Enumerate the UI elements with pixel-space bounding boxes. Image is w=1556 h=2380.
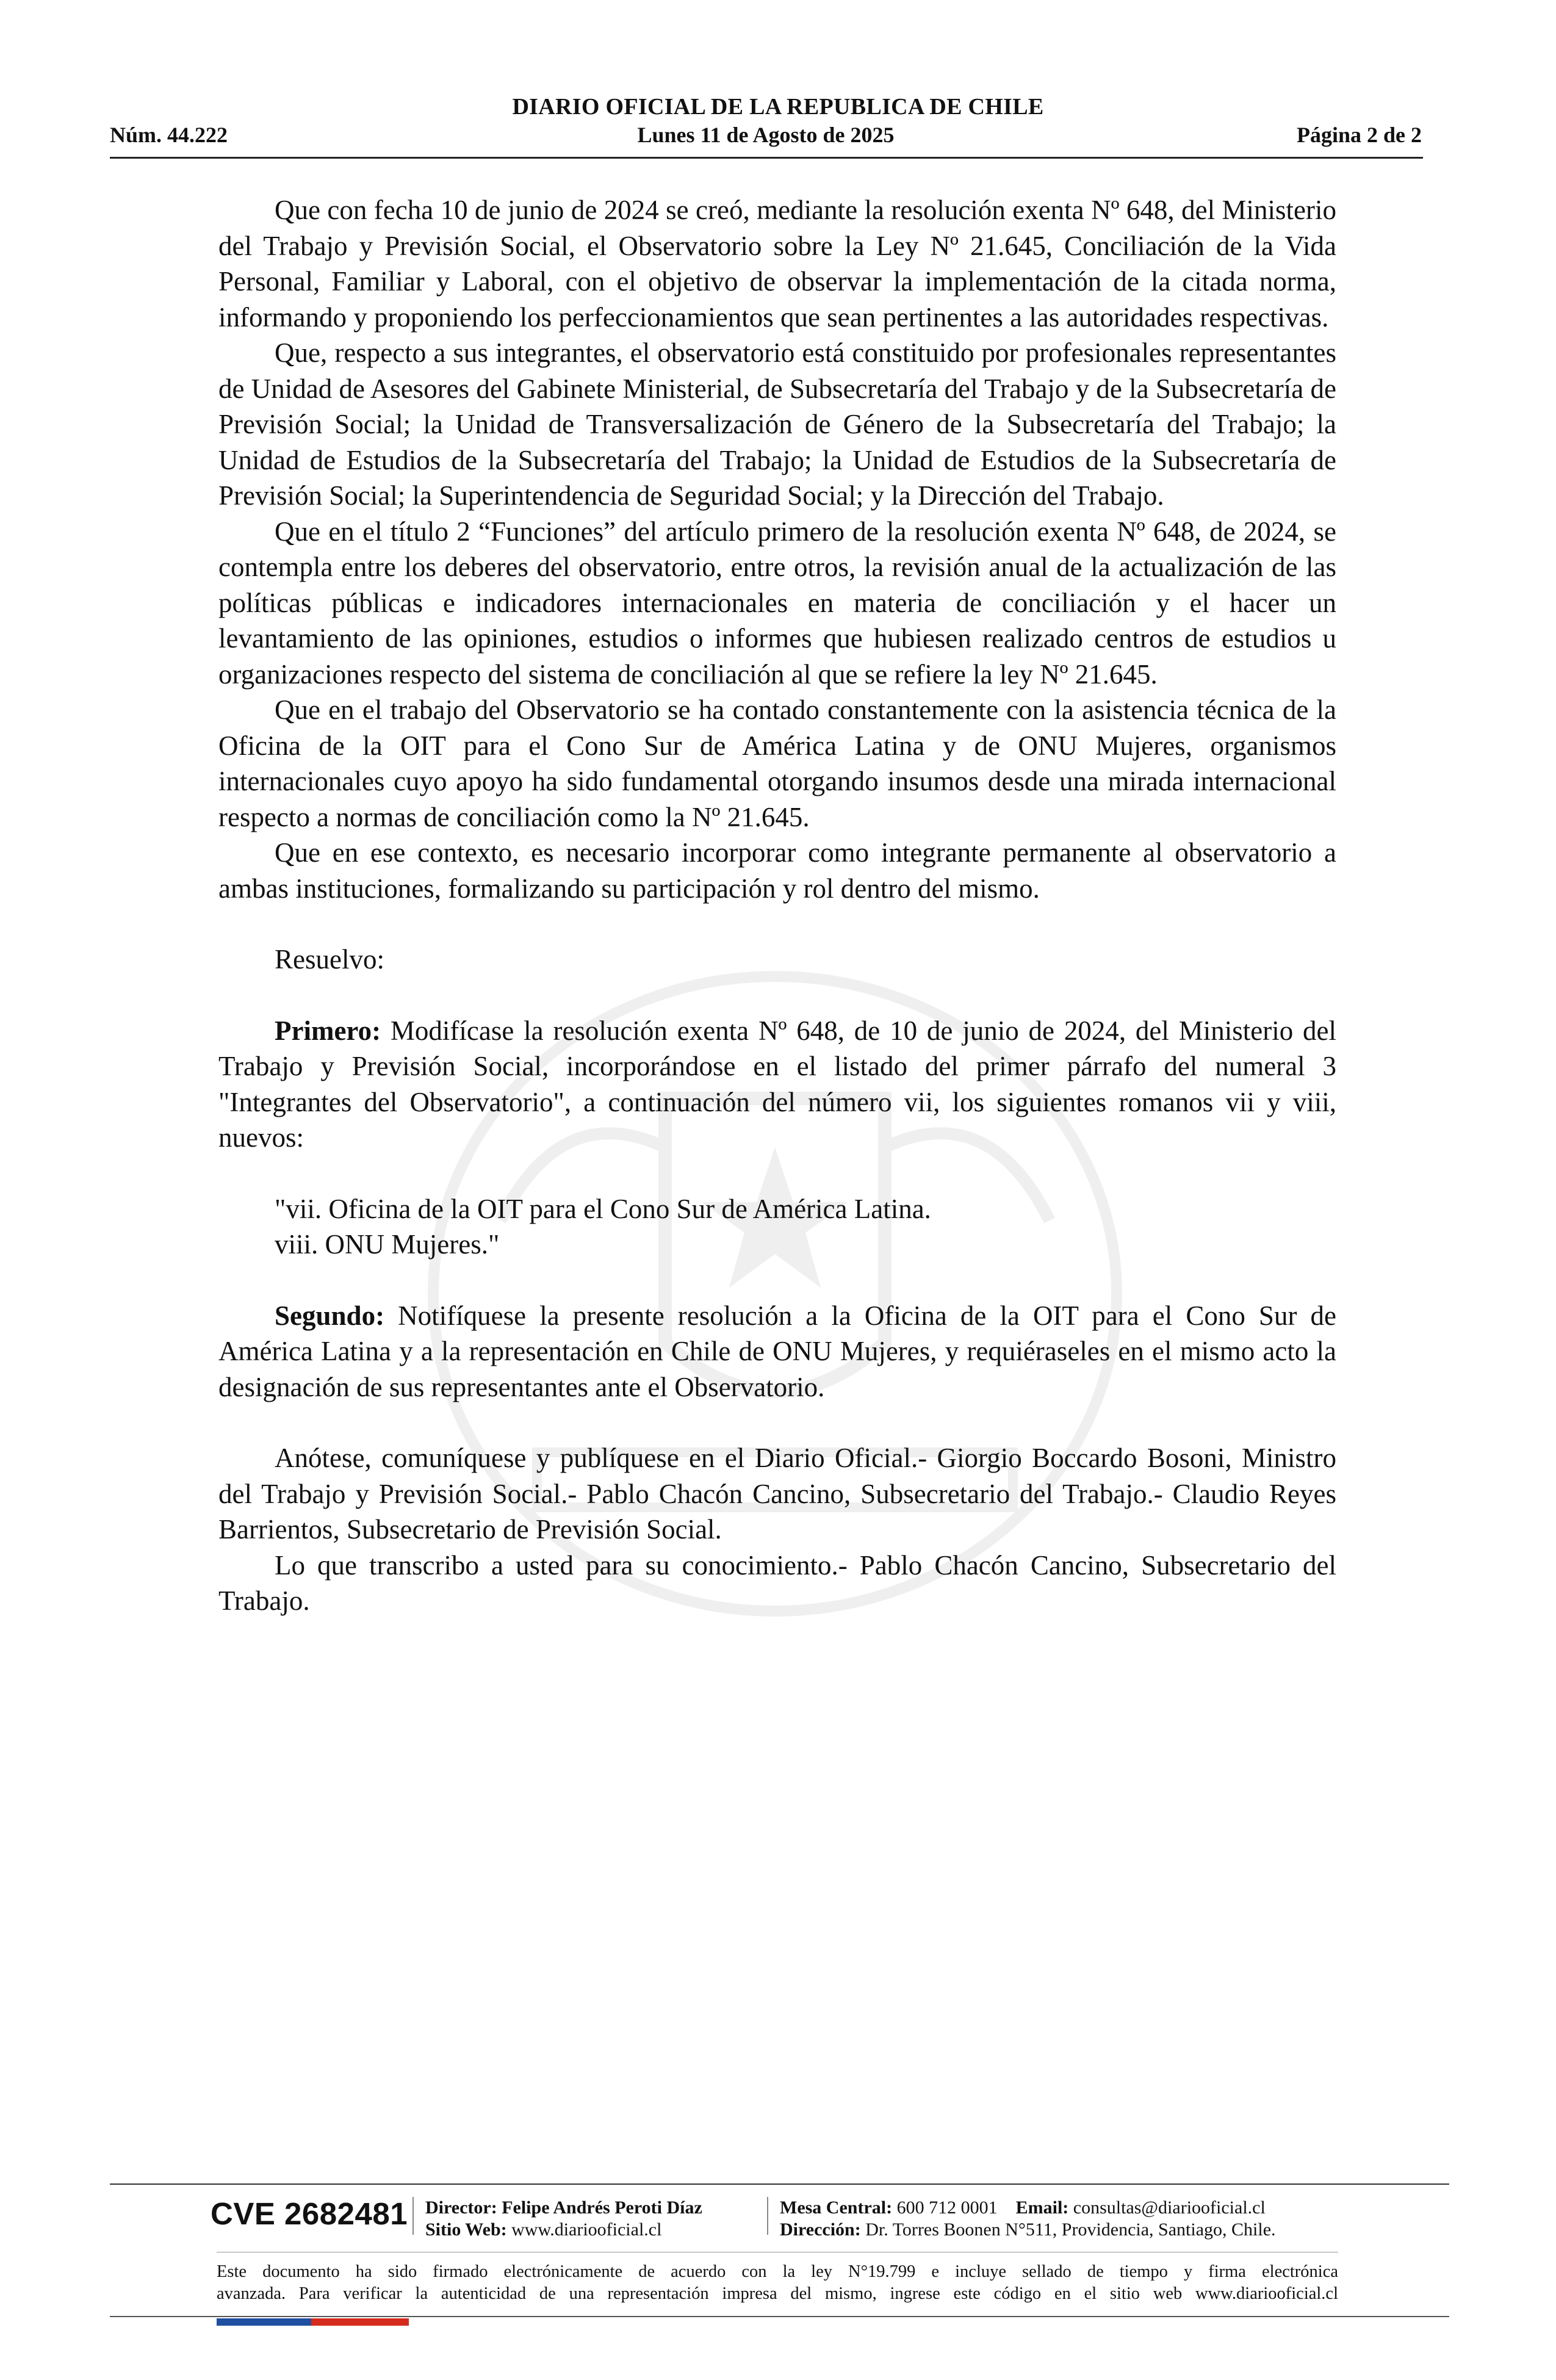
- resuelvo-heading: Resuelvo:: [275, 944, 384, 975]
- footer-director-column: [425, 2197, 702, 2241]
- paragraph-considerando-4: Que en el trabajo del Observatorio se ha contado constantemente con la asistencia técnica de la Oficina de la OIT para el Cono Sur de América Latina y de ONU Mujeres, organismos internacionales cuyo apoyo ha sido fundamental otorgando insumos desde una mirada internacional respecto a normas de conciliación como la Nº 21.645.: [218, 694, 1336, 832]
- header-row: [110, 122, 1422, 151]
- address-label: Dirección:: [780, 2220, 861, 2240]
- email-link[interactable]: consultas@diariooficial.cl: [1073, 2198, 1266, 2218]
- paragraph-considerando-2: Que, respecto a sus integrantes, el observatorio está constituido por profesionales representantes de Unidad de Asesores del Gabinete Ministerial, de Subsecretaría del Trabajo y de la Subsecretaría de Previsión Social; la Unidad de Transversalización de Género de la Subsecretaría del Trabajo; la Unidad de Estudios de la Subsecretaría del Trabajo; la Unidad de Estudios de la Subsecretaría de Previsión Social; la Superintendencia de Seguridad Social; y la Dirección del Trabajo.: [218, 337, 1336, 511]
- footer-separator: [767, 2197, 768, 2235]
- paragraph-primero: [218, 1013, 1336, 1156]
- footer-divider-top: [110, 2183, 1449, 2185]
- footer-contact-column: [780, 2197, 1276, 2241]
- segundo-text: Notifíquese la presente resolución a la Oficina de la OIT para el Cono Sur de América Latina y a la representación en Chile de ONU Mujeres, y requiéraseles en el mismo acto la designación de sus representantes ante el Observatorio.: [218, 1300, 1336, 1402]
- paragraph-segundo: [218, 1298, 1336, 1405]
- cve-code: CVE 2682481: [211, 2196, 408, 2231]
- quote-line-viii: viii. ONU Mujeres.": [275, 1229, 500, 1260]
- legal-line-1: Este documento ha sido firmado electrónicamente de acuerdo con la ley N°19.799 e incluye sellado de tiempo y firma electrónica: [217, 2262, 1338, 2281]
- primero-text: Modifícase la resolución exenta Nº 648, de 10 de junio de 2024, del Ministerio del Trabajo y Previsión Social, incorporándose en el listado del primer párrafo del numeral 3 "Integrantes del Observatorio", a continuación del número vii, los siguientes romanos vii y viii, nuevos:: [218, 1015, 1336, 1153]
- flag-stripe-blue: [217, 2318, 311, 2326]
- mesa-central-phone: 600 712 0001: [896, 2198, 998, 2218]
- page-indicator: Página 2 de 2: [1296, 123, 1422, 147]
- issue-date: Lunes 11 de Agosto de 2025: [637, 123, 895, 147]
- document-body: [218, 192, 1336, 1619]
- website-label: Sitio Web:: [425, 2220, 507, 2240]
- paragraph-considerando-5: Que en ese contexto, es necesario incorporar como integrante permanente al observatorio a ambas instituciones, formalizando su participación y rol dentro del mismo.: [218, 837, 1336, 904]
- director-name: Felipe Andrés Peroti Díaz: [502, 2198, 702, 2218]
- website-link[interactable]: www.diariooficial.cl: [511, 2220, 662, 2240]
- email-label: Email:: [1015, 2198, 1069, 2218]
- newspaper-title: DIARIO OFICIAL DE LA REPUBLICA DE CHILE: [512, 94, 1044, 120]
- director-label: Director:: [425, 2198, 497, 2218]
- segundo-label: Segundo:: [275, 1300, 385, 1331]
- legal-notice: [217, 2261, 1338, 2305]
- address-value: Dr. Torres Boonen N°511, Providencia, Santiago, Chile.: [865, 2220, 1276, 2240]
- mesa-central-label: Mesa Central:: [780, 2198, 893, 2218]
- quote-line-vii: "vii. Oficina de la OIT para el Cono Sur de América Latina.: [275, 1193, 931, 1224]
- issue-number: Núm. 44.222: [110, 123, 228, 147]
- footer-separator: [412, 2197, 414, 2235]
- paragraph-transcribo: Lo que transcribo a usted para su conocimiento.- Pablo Chacón Cancino, Subsecretario del Trabajo.: [218, 1549, 1336, 1616]
- flag-stripe-red: [311, 2318, 409, 2326]
- primero-label: Primero:: [275, 1015, 381, 1046]
- paragraph-considerando-1: Que con fecha 10 de junio de 2024 se creó, mediante la resolución exenta Nº 648, del Ministerio del Trabajo y Previsión Social, el Observatorio sobre la Ley Nº 21.645, Conciliación de la Vida Personal, Familiar y Laboral, con el objetivo de observar la implementación de la citada norma, informando y proponiendo los perfeccionamientos que sean pertinentes a las autoridades respectivas.: [218, 195, 1336, 333]
- legal-line-2: avanzada. Para verificar la autenticidad de una representación impresa del mismo, ingrese este código en el sitio web www.diariooficial.cl: [217, 2284, 1338, 2303]
- paragraph-considerando-3: Que en el título 2 “Funciones” del artículo primero de la resolución exenta Nº 648, de 2024, se contempla entre los deberes del observatorio, entre otros, la revisión anual de la actualización de las políticas públicas e indicadores internacionales en materia de conciliación y el hacer un levantamiento de las opiniones, estudios o informes que hubiesen realizado centros de estudios u organizaciones respecto del sistema de conciliación al que se refiere la ley Nº 21.645.: [218, 516, 1336, 690]
- footer-divider-bottom: [110, 2316, 1449, 2317]
- paragraph-anotese: Anótese, comuníquese y publíquese en el Diario Oficial.- Giorgio Boccardo Bosoni, Ministro del Trabajo y Previsión Social.- Pablo Chacón Cancino, Subsecretario del Trabajo.- Claudio Reyes Barrientos, Subsecretario de Previsión Social.: [218, 1443, 1336, 1545]
- header-divider: [110, 157, 1423, 159]
